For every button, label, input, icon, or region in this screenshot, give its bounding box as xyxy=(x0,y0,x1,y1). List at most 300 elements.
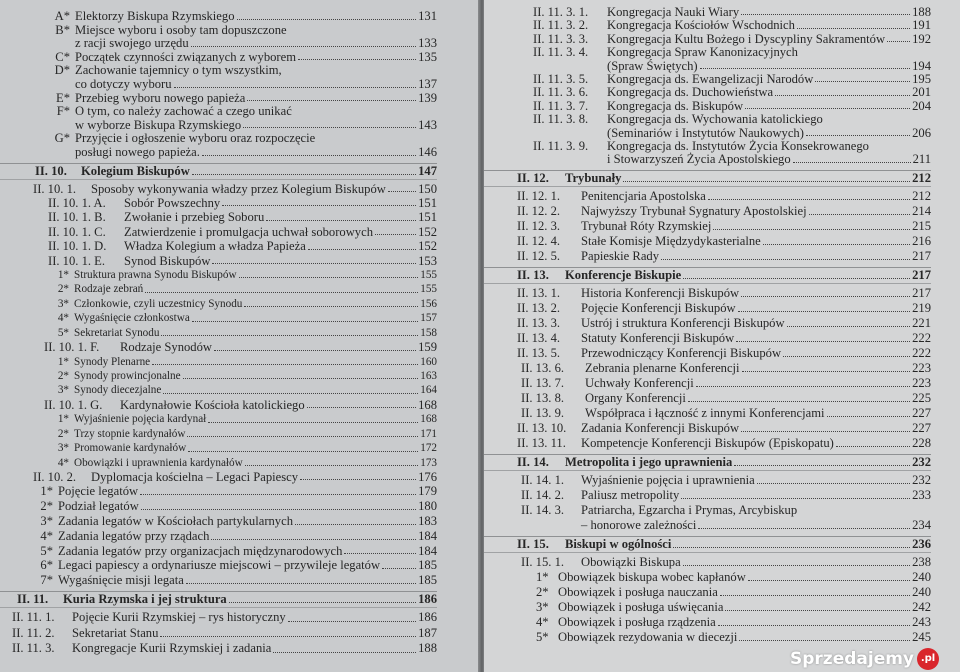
toc-page-number: 234 xyxy=(912,517,931,532)
toc-entry-title: Konferencje Biskupie xyxy=(565,267,682,282)
toc-entry-number: II. 10. 2. xyxy=(33,470,77,485)
toc-entry-line xyxy=(0,558,437,573)
toc-entry-title: Wygaśnięcie członkostwa xyxy=(74,312,190,325)
toc-entry-title: co dotyczy wyboru xyxy=(75,76,172,91)
toc-entry-number: 3* xyxy=(40,514,53,529)
dot-leader xyxy=(388,190,416,192)
toc-entry xyxy=(0,573,437,588)
toc-entry-title: Trybunał Róty Rzymskiej xyxy=(581,218,712,233)
toc-entry-title: O tym, co należy zachować a czego unikać xyxy=(75,104,292,119)
toc-entry-line xyxy=(0,239,437,253)
toc-entry xyxy=(484,376,931,391)
toc-entry-line xyxy=(484,33,931,46)
toc-entry-title: Miejsce wyboru i osoby tam dopuszczone xyxy=(75,22,287,37)
toc-entry-title: Ustrój i struktura Konferencji Biskupów xyxy=(581,315,785,330)
toc-entry-number: II. 13. 11. xyxy=(517,435,566,450)
toc-entry-title: Zwołanie i przebieg Soboru xyxy=(124,210,265,225)
toc-entry-line xyxy=(0,78,437,92)
toc-entry-line xyxy=(0,626,437,642)
toc-entry-line xyxy=(484,249,931,264)
toc-entry-line xyxy=(0,529,437,544)
dot-leader xyxy=(793,161,911,163)
toc-entry-title: z racji swojego urzędu xyxy=(75,36,189,51)
toc-page-number: 135 xyxy=(418,49,437,64)
toc-entry-line xyxy=(0,610,437,626)
toc-entry xyxy=(0,427,437,441)
toc-entry-title: Zadania Konferencji Biskupów xyxy=(581,420,740,435)
toc-entry-title: Kompetencje Konferencji Biskupów (Episkopatu) xyxy=(581,435,834,450)
toc-entry-number: 3* xyxy=(57,442,69,455)
toc-entry xyxy=(0,51,437,65)
toc-entry-title: Wyjaśnienie pojęcia kardynał xyxy=(74,413,207,426)
toc-page-number: 204 xyxy=(912,98,931,113)
toc-entry-line xyxy=(0,311,437,325)
toc-page-number: 186 xyxy=(418,610,437,625)
toc-entry xyxy=(0,456,437,470)
toc-entry-title: Kongregacja Kościołów Wschodnich xyxy=(607,18,795,33)
watermark-logo: Sprzedajemy xyxy=(790,649,915,669)
toc-list-left xyxy=(0,10,437,657)
toc-page-number: 212 xyxy=(912,170,931,185)
toc-entry-number: II. 10. 1. G. xyxy=(44,397,103,412)
dot-leader xyxy=(775,94,910,96)
dot-leader xyxy=(720,594,910,596)
toc-page-number: 223 xyxy=(912,360,931,375)
toc-entry-number: 2* xyxy=(57,283,69,296)
dot-leader xyxy=(273,651,416,653)
toc-page-number: 222 xyxy=(912,330,931,345)
dot-leader xyxy=(212,262,416,264)
dot-leader xyxy=(797,27,910,29)
toc-section-heading xyxy=(484,170,931,187)
toc-entry-title: Kongregacja ds. Biskupów xyxy=(607,98,744,113)
dot-leader xyxy=(745,107,910,109)
toc-entry-title: w wyborze Biskupa Rzymskiego xyxy=(75,117,242,132)
toc-entry xyxy=(0,558,437,573)
toc-entry-title: Podział legatów xyxy=(58,499,139,514)
toc-entry-line xyxy=(484,219,931,234)
toc-entry xyxy=(0,326,437,340)
toc-entry-number: II. 15. xyxy=(517,536,549,551)
toc-entry-title: Dyplomacja kościelna – Legaci Papiescy xyxy=(91,470,299,485)
toc-page-number: 217 xyxy=(912,285,931,300)
dot-leader xyxy=(298,58,416,60)
toc-page-number: 155 xyxy=(420,283,437,296)
right-page xyxy=(484,0,960,672)
toc-entry xyxy=(0,383,437,397)
toc-entry-line xyxy=(484,153,931,166)
toc-entry-title: Legaci papiescy a ordynariusze miejscowi – przywileje legatów xyxy=(58,558,381,573)
toc-page-number: 188 xyxy=(912,5,931,19)
toc-section-heading xyxy=(0,163,437,180)
toc-entry-number: 1* xyxy=(57,413,69,426)
toc-page-number: 160 xyxy=(420,355,437,368)
toc-entry-title: Kongregacja Nauki Wiary xyxy=(607,5,740,19)
dot-leader xyxy=(815,80,910,82)
toc-entry xyxy=(484,33,931,46)
toc-entry-line xyxy=(484,46,931,59)
toc-entry-line xyxy=(0,282,437,296)
toc-page-number: 192 xyxy=(912,31,931,46)
dot-leader xyxy=(266,219,416,221)
toc-entry-title: Obowiązki Biskupa xyxy=(581,554,681,569)
toc-entry-line xyxy=(484,316,931,331)
toc-entry-number: II. 13. 2. xyxy=(517,300,561,315)
toc-entry-title: Współpraca i łączność z innymi Konferencjami xyxy=(585,405,825,420)
toc-entry-title: Statuty Konferencji Biskupów xyxy=(581,330,735,345)
toc-page-number: 225 xyxy=(912,390,931,405)
toc-entry-line xyxy=(484,346,931,361)
toc-page-number: 133 xyxy=(418,36,437,51)
toc-page-number: 176 xyxy=(418,470,437,485)
toc-entry-line xyxy=(0,592,437,607)
toc-entry-number: II. 11. 3. 2. xyxy=(533,18,589,33)
toc-entry-line xyxy=(484,376,931,391)
toc-entry-number: II. 12. 5. xyxy=(517,248,561,263)
toc-page-number: 171 xyxy=(420,427,437,440)
toc-entry-line xyxy=(0,132,437,146)
dot-leader xyxy=(836,445,910,447)
toc-entry-line xyxy=(484,19,931,32)
dot-leader xyxy=(245,464,419,466)
toc-entry-number: II. 13. 3. xyxy=(517,315,561,330)
toc-entry xyxy=(484,406,931,421)
toc-entry-title: Kardynałowie Kościoła katolickiego xyxy=(120,397,305,412)
toc-entry-number: A* xyxy=(54,9,70,23)
toc-page-number: 233 xyxy=(912,487,931,502)
toc-page-number: 215 xyxy=(912,218,931,233)
toc-entry xyxy=(0,626,437,642)
toc-entry xyxy=(0,210,437,224)
toc-entry-number: II. 13. 6. xyxy=(521,360,565,375)
toc-page-number: 152 xyxy=(418,224,437,239)
toc-entry-line xyxy=(0,164,437,179)
dot-leader xyxy=(806,134,910,136)
toc-entry-title: Kongregacje Kurii Rzymskiej i zadania xyxy=(72,641,272,656)
toc-entry-line xyxy=(0,369,437,383)
dot-leader xyxy=(382,567,416,569)
toc-entry-line xyxy=(0,64,437,78)
toc-entry-number: 1* xyxy=(57,355,69,368)
toc-page-number: 164 xyxy=(420,384,437,397)
dot-leader xyxy=(708,198,910,200)
toc-page-number: 147 xyxy=(418,163,437,178)
toc-entry-title: Patriarcha, Egzarcha i Prymas, Arcybiskup xyxy=(581,502,798,517)
toc-entry-title: Wyjaśnienie pojęcia i uprawnienia xyxy=(581,472,755,487)
toc-entry-number: B* xyxy=(55,22,70,37)
toc-entry xyxy=(0,641,437,657)
toc-page-number: 146 xyxy=(418,144,437,159)
dot-leader xyxy=(738,310,911,312)
dot-leader xyxy=(827,415,911,417)
dot-leader xyxy=(787,325,911,327)
toc-page-number: 242 xyxy=(912,599,931,614)
toc-entry xyxy=(484,86,931,99)
toc-entry-line xyxy=(484,537,931,552)
dot-leader xyxy=(222,204,416,206)
toc-entry-line xyxy=(0,146,437,160)
toc-entry xyxy=(0,196,437,210)
toc-entry xyxy=(484,331,931,346)
toc-entry-line xyxy=(484,268,931,283)
toc-entry xyxy=(0,254,437,268)
toc-entry xyxy=(0,514,437,529)
toc-page-number: 194 xyxy=(912,58,931,73)
toc-entry-number: 4* xyxy=(57,312,69,325)
dot-leader xyxy=(683,564,910,566)
toc-entry-line xyxy=(484,488,931,503)
toc-page-number: 168 xyxy=(418,397,437,412)
toc-entry xyxy=(484,19,931,32)
toc-entry xyxy=(484,6,931,19)
toc-entry-number: 4* xyxy=(40,528,53,543)
toc-entry-title: Wygaśnięcie misji legata xyxy=(58,573,184,588)
toc-entry-title: Kolegium Biskupów xyxy=(81,163,190,178)
toc-entry-number: II. 11. 3. 7. xyxy=(533,98,589,113)
dot-leader xyxy=(243,126,416,128)
toc-entry-title: Zadania legatów przy organizacjach międzynarodowych xyxy=(58,543,343,558)
toc-entry-title: (Seminariów i Instytutów Naukowych) xyxy=(607,125,804,140)
toc-entry-number: II. 10. 1. B. xyxy=(48,210,106,225)
toc-entry-line xyxy=(484,86,931,99)
toc-entry-number: II. 11. xyxy=(17,592,49,607)
toc-page-number: 238 xyxy=(912,554,931,569)
toc-entry-number: II. 10. 1. E. xyxy=(48,253,106,268)
toc-entry-number: II. 14. 3. xyxy=(521,502,565,517)
toc-page-number: 180 xyxy=(418,499,437,514)
toc-entry-title: Rodzaje zebrań xyxy=(74,283,144,296)
toc-entry-title: Trybunały xyxy=(565,170,622,185)
toc-page-number: 159 xyxy=(418,340,437,354)
dot-leader xyxy=(163,392,418,394)
toc-entry xyxy=(0,610,437,626)
toc-entry-line xyxy=(484,60,931,73)
watermark xyxy=(790,648,939,670)
toc-entry-number: II. 11. 3. 9. xyxy=(533,139,589,154)
toc-entry-title: Sekretariat Stanu xyxy=(72,625,159,640)
dot-leader xyxy=(623,180,910,182)
toc-entry-line xyxy=(0,182,437,196)
toc-entry-title: Sekretariat Synodu xyxy=(74,326,160,339)
toc-entry-line xyxy=(0,544,437,559)
toc-entry-line xyxy=(0,441,437,455)
toc-entry-line xyxy=(0,398,437,413)
toc-entry-number: E* xyxy=(56,90,70,105)
toc-entry-title: Papieskie Rady xyxy=(581,248,659,263)
toc-entry-title: Metropolita i jego uprawnienia xyxy=(565,454,733,469)
dot-leader xyxy=(307,406,416,408)
toc-page-number: 212 xyxy=(912,188,931,203)
toc-entry-title: Trzy stopnie kardynałów xyxy=(74,427,186,440)
dot-leader xyxy=(192,173,416,175)
toc-entry xyxy=(484,286,931,301)
toc-entry xyxy=(0,132,437,159)
toc-entry-number: 2* xyxy=(57,370,69,382)
toc-entry-title: Zebrania plenarne Konferencji xyxy=(585,360,740,375)
toc-entry-number: II. 13. 9. xyxy=(521,405,565,420)
toc-entry-line xyxy=(484,331,931,346)
dot-leader xyxy=(887,40,910,42)
toc-entry-line xyxy=(0,92,437,106)
toc-entry-line xyxy=(0,484,437,499)
toc-entry-title: Początek czynności związanych z wyborem xyxy=(75,49,296,64)
toc-entry xyxy=(484,346,931,361)
dot-leader xyxy=(698,527,910,529)
toc-entry-number: II. 13. 1. xyxy=(517,285,561,300)
toc-entry-title: Kongregacja ds. Duchowieństwa xyxy=(607,85,774,100)
toc-entry-title: Kongregacja ds. Instytutów Życia Konsekrowanego xyxy=(607,139,869,154)
toc-entry-number: II. 11. 3. 6. xyxy=(533,85,589,100)
dot-leader xyxy=(741,13,910,15)
toc-entry-number: II. 13. 10. xyxy=(517,420,567,435)
toc-page-number: 184 xyxy=(418,528,437,543)
toc-entry-title: Kongregacja ds. Ewangelizacji Narodów xyxy=(607,72,814,87)
dot-leader xyxy=(160,635,416,637)
toc-entry xyxy=(484,488,931,503)
toc-entry-title: Biskupi w ogólności xyxy=(565,536,672,551)
toc-entry-line xyxy=(0,355,437,369)
dot-leader xyxy=(748,579,910,581)
toc-entry-number: 4* xyxy=(536,614,549,629)
toc-page-number: 201 xyxy=(912,85,931,100)
dot-leader xyxy=(188,450,418,452)
toc-entry-line xyxy=(0,326,437,340)
dot-leader xyxy=(713,228,910,230)
toc-entry-number: 1* xyxy=(536,569,549,584)
toc-entry-line xyxy=(484,234,931,249)
toc-entry-line xyxy=(484,421,931,436)
toc-entry-line xyxy=(484,127,931,140)
toc-entry-number: C* xyxy=(55,49,70,64)
toc-page-number: 143 xyxy=(418,117,437,132)
dot-leader xyxy=(295,523,416,525)
toc-page-number: 185 xyxy=(418,558,437,573)
toc-entry-line xyxy=(0,37,437,51)
toc-page-number: 227 xyxy=(912,405,931,420)
toc-entry xyxy=(484,361,931,376)
toc-entry-number: II. 11. 2. xyxy=(12,625,55,640)
toc-entry-title: posługi nowego papieża. xyxy=(75,144,200,159)
toc-entry-number: 7* xyxy=(40,573,53,588)
toc-page-number: 240 xyxy=(912,569,931,584)
toc-page-number: 185 xyxy=(418,573,437,588)
toc-entry-number: II. 14. xyxy=(517,454,549,469)
toc-entry xyxy=(484,301,931,316)
toc-entry-number: II. 12. 3. xyxy=(517,218,561,233)
toc-entry-number: II. 11. 3. 5. xyxy=(533,72,589,87)
toc-entry-number: II. 15. 1. xyxy=(521,554,565,569)
toc-entry-line xyxy=(0,412,437,426)
dot-leader xyxy=(375,233,416,235)
toc-entry xyxy=(484,615,931,630)
toc-entry-number: II. 10. 1. xyxy=(33,181,77,196)
toc-entry-line xyxy=(484,555,931,570)
toc-entry xyxy=(0,369,437,383)
toc-entry-line xyxy=(484,171,931,186)
toc-entry-title: Zadania legatów w Kościołach partykularnych xyxy=(58,514,293,529)
toc-entry-line xyxy=(0,268,437,282)
toc-page-number: 152 xyxy=(418,239,437,254)
toc-entry-number: 2* xyxy=(536,584,549,599)
toc-entry-number: II. 10. 1. A. xyxy=(48,195,106,210)
dot-leader xyxy=(681,497,910,499)
toc-entry-title: i Stowarzyszeń Życia Apostolskiego xyxy=(607,152,791,167)
toc-entry-title: Sposoby wykonywania władzy przez Kolegium Biskupów xyxy=(91,181,386,196)
dot-leader xyxy=(152,363,418,365)
dot-leader xyxy=(783,355,910,357)
toc-entry xyxy=(0,398,437,413)
toc-entry-number: G* xyxy=(54,131,70,146)
toc-entry-title: Obowiązek i posługa uświęcania xyxy=(558,599,724,614)
toc-entry-number: D* xyxy=(54,63,70,78)
toc-page-number: 151 xyxy=(418,210,437,225)
toc-page-number: 137 xyxy=(418,76,437,91)
toc-entry-number: II. 12. 2. xyxy=(517,203,561,218)
toc-entry-line xyxy=(484,189,931,204)
dot-leader xyxy=(244,305,418,307)
dot-leader xyxy=(683,277,910,279)
toc-entry-line xyxy=(484,615,931,630)
toc-section-heading xyxy=(484,536,931,553)
toc-entry-line xyxy=(484,503,931,518)
dot-leader xyxy=(140,493,416,495)
toc-entry-number: II. 11. 3. 4. xyxy=(533,45,589,60)
toc-entry-title: Pojęcie legatów xyxy=(58,484,139,499)
toc-entry-number: 3* xyxy=(57,384,69,397)
toc-entry-line xyxy=(0,427,437,441)
dot-leader xyxy=(202,154,416,156)
toc-entry-number: 2* xyxy=(40,499,53,514)
toc-entry xyxy=(484,46,931,73)
watermark-badge: .pl xyxy=(917,648,939,670)
toc-entry-number: II. 10. 1. D. xyxy=(48,239,107,254)
toc-entry-line xyxy=(484,204,931,219)
toc-entry-title: Pojęcie Konferencji Biskupów xyxy=(581,300,736,315)
toc-entry-title: Pojęcie Kurii Rzymskiej – rys historyczny xyxy=(72,610,286,625)
toc-entry-title: Przewodniczący Konferencji Biskupów xyxy=(581,345,782,360)
toc-entry xyxy=(0,10,437,24)
toc-entry-title: Zadania legatów przy rządach xyxy=(58,528,210,543)
toc-entry xyxy=(0,441,437,455)
toc-entry-line xyxy=(484,473,931,488)
toc-entry-title: – honorowe zależności xyxy=(581,517,697,532)
toc-entry-line xyxy=(0,383,437,397)
toc-entry-title: Elektorzy Biskupa Rzymskiego xyxy=(75,9,235,23)
toc-entry xyxy=(0,268,437,282)
dot-leader xyxy=(742,370,911,372)
toc-entry-title: Obowiązki i uprawnienia kardynałów xyxy=(74,456,243,469)
toc-entry xyxy=(0,225,437,239)
toc-entry xyxy=(0,412,437,426)
toc-entry xyxy=(484,473,931,488)
toc-entry-line xyxy=(0,24,437,38)
toc-entry-title: Zatwierdzenie i promulgacja uchwał soborowych xyxy=(124,224,373,239)
dot-leader xyxy=(239,276,419,278)
toc-entry-line xyxy=(484,630,931,645)
toc-entry-number: II. 10. 1. C. xyxy=(48,224,106,239)
toc-entry xyxy=(484,73,931,86)
dot-leader xyxy=(141,508,416,510)
toc-entry xyxy=(0,470,437,484)
toc-section-heading xyxy=(484,454,931,471)
toc-entry-line xyxy=(484,286,931,301)
toc-entry xyxy=(484,436,931,451)
dot-leader xyxy=(739,639,910,641)
toc-entry-line xyxy=(484,391,931,406)
toc-entry-title: Synody diecezjalne xyxy=(74,384,162,397)
toc-entry xyxy=(0,105,437,132)
toc-page-number: 163 xyxy=(420,370,437,382)
